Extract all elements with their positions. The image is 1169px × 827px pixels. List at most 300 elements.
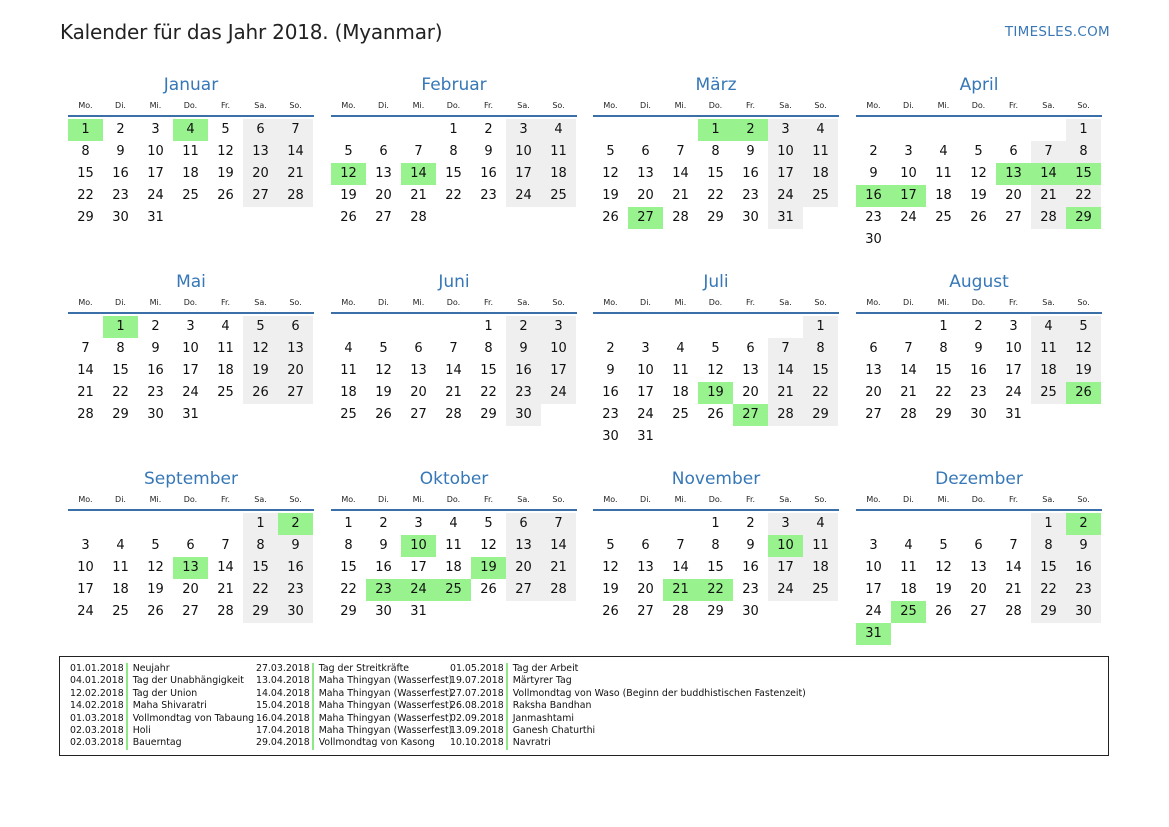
day-cell: 4	[221, 319, 230, 334]
day-cell: 2	[278, 513, 313, 535]
day-cell: 5	[344, 144, 353, 159]
day-cell: 1	[344, 516, 353, 531]
empty-cell	[366, 119, 401, 141]
weekday-label: Mo.	[78, 298, 93, 307]
weekday-label: Sa.	[1042, 101, 1055, 110]
empty-cell	[1031, 404, 1066, 426]
day-cell: 27	[278, 382, 313, 404]
month-mai	[68, 271, 314, 426]
day-cell: 7	[676, 144, 685, 159]
day-cell: 9	[974, 341, 983, 356]
day-cell: 31	[182, 407, 199, 422]
day-cell: 16	[742, 166, 759, 181]
weekday-header	[593, 98, 839, 114]
day-cell: 10	[77, 560, 94, 575]
day-cell: 12	[707, 363, 724, 378]
empty-cell	[471, 601, 506, 623]
day-cell: 17	[865, 582, 882, 597]
weekday-header	[68, 492, 314, 508]
day-cell: 14	[77, 363, 94, 378]
holiday-date: 15.04.2018	[256, 700, 310, 712]
day-cell: 19	[375, 385, 392, 400]
day-cell: 19	[147, 582, 164, 597]
day-cell: 18	[803, 163, 838, 185]
day-cell: 26	[147, 604, 164, 619]
day-cell: 2	[974, 319, 983, 334]
month-name: Februar	[421, 75, 487, 95]
day-cell: 17	[1005, 363, 1022, 378]
empty-cell	[733, 426, 768, 448]
holiday-date: 26.08.2018	[450, 700, 504, 712]
day-cell: 7	[768, 338, 803, 360]
day-cell: 9	[606, 363, 615, 378]
week-row	[856, 207, 1102, 229]
day-cell: 24	[865, 604, 882, 619]
holiday-name: Holi	[126, 725, 151, 737]
weekday-label: Do.	[183, 298, 198, 307]
day-cell: 8	[939, 341, 948, 356]
empty-cell	[996, 229, 1031, 251]
day-cell: 29	[1031, 601, 1066, 623]
empty-cell	[663, 426, 698, 448]
weekday-label: So.	[1077, 495, 1090, 504]
day-cell: 3	[151, 122, 160, 137]
weekday-label: Di.	[903, 101, 914, 110]
weekday-label: So.	[289, 495, 302, 504]
day-cell: 3	[869, 538, 878, 553]
day-cell: 1	[243, 513, 278, 535]
day-cell: 5	[606, 144, 615, 159]
weekday-label: Fr.	[745, 101, 756, 110]
holiday-name: Navratri	[506, 737, 551, 749]
day-cell: 20	[970, 582, 987, 597]
day-cell: 12	[375, 363, 392, 378]
day-cell: 20	[865, 385, 882, 400]
day-cell: 6	[506, 513, 541, 535]
day-cell: 23	[480, 188, 497, 203]
day-cell: 15	[77, 166, 94, 181]
day-cell: 6	[1009, 144, 1018, 159]
weekday-label: Fr.	[220, 101, 231, 110]
holiday-entry	[256, 663, 452, 675]
day-cell: 25	[217, 385, 234, 400]
day-cell: 22	[480, 385, 497, 400]
day-cell: 1	[1066, 119, 1101, 141]
month-november	[593, 468, 839, 623]
day-cell: 25	[672, 407, 689, 422]
holiday-name: Neujahr	[126, 663, 170, 675]
day-cell: 23	[602, 407, 619, 422]
day-cell: 17	[891, 185, 926, 207]
empty-cell	[926, 513, 961, 535]
empty-cell	[768, 601, 803, 623]
empty-cell	[803, 207, 838, 229]
day-cell: 6	[746, 341, 755, 356]
day-cell: 5	[939, 538, 948, 553]
weekday-label: Mi.	[149, 298, 162, 307]
empty-cell	[1066, 404, 1101, 426]
empty-cell	[891, 229, 926, 251]
day-cell: 12	[243, 338, 278, 360]
day-cell: 23	[112, 188, 129, 203]
empty-cell	[103, 513, 138, 535]
day-cell: 16	[112, 166, 129, 181]
week-row	[856, 185, 1102, 207]
week-row	[856, 623, 1102, 645]
empty-cell	[541, 404, 576, 426]
day-cell: 10	[900, 166, 917, 181]
day-cell: 9	[506, 338, 541, 360]
empty-cell	[401, 316, 436, 338]
week-row	[331, 119, 577, 141]
day-cell: 19	[602, 188, 619, 203]
month-name: Dezember	[935, 469, 1023, 489]
day-cell: 29	[480, 407, 497, 422]
holiday-date: 12.02.2018	[70, 687, 124, 699]
day-cell: 31	[856, 623, 891, 645]
month-name: Oktober	[419, 469, 489, 489]
weekday-label: Fr.	[1008, 495, 1019, 504]
week-row	[331, 404, 577, 426]
day-cell: 20	[375, 188, 392, 203]
day-cell: 1	[484, 319, 493, 334]
empty-cell	[401, 119, 436, 141]
week-row	[68, 141, 314, 163]
day-cell: 8	[711, 144, 720, 159]
day-cell: 7	[541, 513, 576, 535]
empty-cell	[891, 513, 926, 535]
day-cell: 23	[865, 210, 882, 225]
holiday-entry	[450, 725, 806, 737]
weekday-label: Mo.	[78, 101, 93, 110]
weekday-header	[68, 295, 314, 311]
empty-cell	[436, 207, 471, 229]
month-juli	[593, 271, 839, 448]
day-cell: 18	[182, 166, 199, 181]
week-row	[68, 535, 314, 557]
day-cell: 3	[541, 316, 576, 338]
week-row	[856, 229, 1102, 251]
week-row	[331, 557, 577, 579]
holiday-date: 04.01.2018	[70, 675, 124, 687]
weekday-label: So.	[814, 101, 827, 110]
day-cell: 17	[541, 360, 576, 382]
month-januar	[68, 74, 314, 229]
day-cell: 3	[186, 319, 195, 334]
day-cell: 7	[1009, 538, 1018, 553]
weekday-label: So.	[814, 298, 827, 307]
day-cell: 23	[970, 385, 987, 400]
day-cell: 20	[278, 360, 313, 382]
day-cell: 21	[77, 385, 94, 400]
day-cell: 26	[340, 210, 357, 225]
day-cell: 23	[366, 579, 401, 601]
day-cell: 16	[742, 560, 759, 575]
day-cell: 14	[401, 163, 436, 185]
day-cell: 11	[541, 141, 576, 163]
day-cell: 15	[1031, 557, 1066, 579]
weekday-label: So.	[814, 495, 827, 504]
day-cell: 13	[742, 363, 759, 378]
empty-cell	[541, 207, 576, 229]
weekday-label: Do.	[971, 101, 986, 110]
day-cell: 19	[243, 360, 278, 382]
day-cell: 14	[1031, 163, 1066, 185]
weekday-label: Mi.	[937, 298, 950, 307]
day-cell: 9	[869, 166, 878, 181]
day-cell: 8	[711, 538, 720, 553]
day-cell: 20	[506, 557, 541, 579]
day-cell: 5	[1066, 316, 1101, 338]
weekday-label: Di.	[378, 101, 389, 110]
day-cell: 27	[637, 604, 654, 619]
holiday-column-2	[256, 663, 452, 750]
day-cell: 27	[410, 407, 427, 422]
weekday-label: So.	[1077, 298, 1090, 307]
day-cell: 12	[147, 560, 164, 575]
day-cell: 4	[541, 119, 576, 141]
weekday-label: Mo.	[603, 495, 618, 504]
empty-cell	[593, 513, 628, 535]
weekday-label: Mo.	[866, 495, 881, 504]
day-cell: 10	[637, 363, 654, 378]
day-cell: 2	[151, 319, 160, 334]
day-cell: 12	[217, 144, 234, 159]
holiday-name: Maha Thingyan (Wasserfest)	[312, 688, 453, 700]
empty-cell	[628, 316, 663, 338]
day-cell: 4	[939, 144, 948, 159]
month-divider	[68, 115, 314, 117]
day-cell: 3	[904, 144, 913, 159]
holiday-name: Tag der Unabhängigkeit	[126, 675, 244, 687]
day-cell: 21	[900, 385, 917, 400]
day-cell: 2	[116, 122, 125, 137]
weekday-label: Mo.	[341, 101, 356, 110]
week-row	[856, 119, 1102, 141]
holiday-date: 16.04.2018	[256, 712, 310, 724]
holiday-date: 17.04.2018	[256, 724, 310, 736]
empty-cell	[891, 119, 926, 141]
day-cell: 14	[217, 560, 234, 575]
week-row	[856, 513, 1102, 535]
holiday-entry	[450, 688, 806, 700]
day-cell: 8	[449, 144, 458, 159]
week-row	[331, 207, 577, 229]
day-cell: 5	[379, 341, 388, 356]
holiday-date: 10.10.2018	[450, 737, 504, 749]
month-divider	[593, 115, 839, 117]
day-cell: 6	[414, 341, 423, 356]
week-row	[593, 207, 839, 229]
holiday-entry	[450, 675, 806, 687]
holiday-name: Vollmondtag von Kasong	[312, 737, 435, 749]
empty-cell	[243, 404, 278, 426]
weekday-header	[331, 98, 577, 114]
week-row	[68, 557, 314, 579]
day-cell: 22	[698, 579, 733, 601]
weekday-label: Fr.	[483, 101, 494, 110]
holiday-name: Bauerntag	[126, 737, 182, 749]
holiday-column-1	[70, 663, 254, 750]
weekday-label: Mi.	[412, 298, 425, 307]
day-cell: 15	[340, 560, 357, 575]
empty-cell	[1031, 623, 1066, 645]
day-cell: 15	[935, 363, 952, 378]
day-cell: 21	[541, 557, 576, 579]
day-cell: 20	[182, 582, 199, 597]
empty-cell	[926, 229, 961, 251]
month-oktober	[331, 468, 577, 623]
day-cell: 3	[1009, 319, 1018, 334]
day-cell: 30	[147, 407, 164, 422]
day-cell: 20	[1005, 188, 1022, 203]
day-cell: 25	[112, 604, 129, 619]
week-row	[68, 185, 314, 207]
week-row	[68, 338, 314, 360]
day-cell: 16	[375, 560, 392, 575]
holiday-date: 14.02.2018	[70, 700, 124, 712]
day-cell: 6	[641, 538, 650, 553]
day-cell: 19	[471, 557, 506, 579]
day-cell: 29	[77, 210, 94, 225]
day-cell: 26	[375, 407, 392, 422]
day-cell: 18	[112, 582, 129, 597]
week-row	[331, 185, 577, 207]
day-cell: 30	[602, 429, 619, 444]
day-cell: 31	[147, 210, 164, 225]
weekday-header	[856, 98, 1102, 114]
holiday-entry	[256, 675, 452, 687]
empty-cell	[1031, 229, 1066, 251]
day-cell: 6	[379, 144, 388, 159]
weekday-label: Sa.	[517, 495, 530, 504]
weekday-label: So.	[289, 298, 302, 307]
holiday-entry	[450, 713, 806, 725]
empty-cell	[733, 316, 768, 338]
day-cell: 7	[676, 538, 685, 553]
day-cell: 7	[904, 341, 913, 356]
week-row	[593, 382, 839, 404]
week-row	[593, 163, 839, 185]
day-cell: 1	[449, 122, 458, 137]
week-row	[68, 404, 314, 426]
day-cell: 21	[410, 188, 427, 203]
day-cell: 9	[151, 341, 160, 356]
day-cell: 18	[672, 385, 689, 400]
day-cell: 25	[436, 579, 471, 601]
empty-cell	[506, 601, 541, 623]
week-row	[856, 404, 1102, 426]
day-cell: 31	[410, 604, 427, 619]
day-cell: 14	[1005, 560, 1022, 575]
week-row	[593, 535, 839, 557]
day-cell: 26	[243, 382, 278, 404]
week-row	[593, 404, 839, 426]
empty-cell	[856, 119, 891, 141]
day-cell: 19	[1066, 360, 1101, 382]
weekday-label: Sa.	[1042, 495, 1055, 504]
day-cell: 12	[480, 538, 497, 553]
holiday-entry	[450, 737, 806, 749]
day-cell: 5	[974, 144, 983, 159]
day-cell: 18	[1031, 360, 1066, 382]
day-cell: 18	[803, 557, 838, 579]
weekday-label: Fr.	[483, 298, 494, 307]
empty-cell	[663, 513, 698, 535]
day-cell: 7	[414, 144, 423, 159]
empty-cell	[331, 119, 366, 141]
day-cell: 29	[803, 404, 838, 426]
day-cell: 2	[1066, 513, 1101, 535]
empty-cell	[926, 623, 961, 645]
day-cell: 14	[445, 363, 462, 378]
day-cell: 5	[484, 516, 493, 531]
day-cell: 23	[742, 188, 759, 203]
day-cell: 29	[935, 407, 952, 422]
day-cell: 7	[449, 341, 458, 356]
holiday-date: 01.03.2018	[70, 712, 124, 724]
day-cell: 22	[803, 382, 838, 404]
week-row	[331, 579, 577, 601]
day-cell: 16	[970, 363, 987, 378]
day-cell: 24	[147, 188, 164, 203]
month-dezember	[856, 468, 1102, 645]
day-cell: 4	[344, 341, 353, 356]
holiday-date: 27.03.2018	[256, 663, 310, 674]
day-cell: 6	[278, 316, 313, 338]
day-cell: 7	[81, 341, 90, 356]
empty-cell	[506, 207, 541, 229]
month-divider	[331, 509, 577, 511]
holiday-date: 14.04.2018	[256, 687, 310, 699]
day-cell: 18	[217, 363, 234, 378]
day-cell: 10	[401, 535, 436, 557]
empty-cell	[803, 601, 838, 623]
week-row	[856, 163, 1102, 185]
day-cell: 10	[147, 144, 164, 159]
weekday-header	[593, 492, 839, 508]
day-cell: 15	[480, 363, 497, 378]
weekday-label: Mi.	[674, 298, 687, 307]
month-name: September	[144, 469, 238, 489]
holiday-list	[59, 656, 1109, 756]
weekday-label: So.	[552, 495, 565, 504]
brand-link[interactable]: TIMESLES.COM	[1004, 24, 1110, 40]
day-cell: 9	[1066, 535, 1101, 557]
weekday-label: Di.	[378, 298, 389, 307]
day-cell: 26	[1066, 382, 1101, 404]
day-cell: 24	[541, 382, 576, 404]
empty-cell	[961, 513, 996, 535]
holiday-name: Tag der Union	[126, 688, 198, 700]
month-name: März	[695, 75, 737, 95]
day-cell: 22	[77, 188, 94, 203]
day-cell: 11	[217, 341, 234, 356]
day-cell: 28	[672, 604, 689, 619]
empty-cell	[628, 119, 663, 141]
day-cell: 2	[869, 144, 878, 159]
day-cell: 27	[733, 404, 768, 426]
day-cell: 17	[637, 385, 654, 400]
day-cell: 28	[1031, 207, 1066, 229]
month-name: Mai	[176, 272, 206, 292]
day-cell: 14	[541, 535, 576, 557]
weekday-label: Mo.	[866, 298, 881, 307]
day-cell: 28	[1005, 604, 1022, 619]
month-divider	[68, 509, 314, 511]
day-cell: 22	[935, 385, 952, 400]
holiday-name: Vollmondtag von Tabaung	[126, 713, 254, 725]
